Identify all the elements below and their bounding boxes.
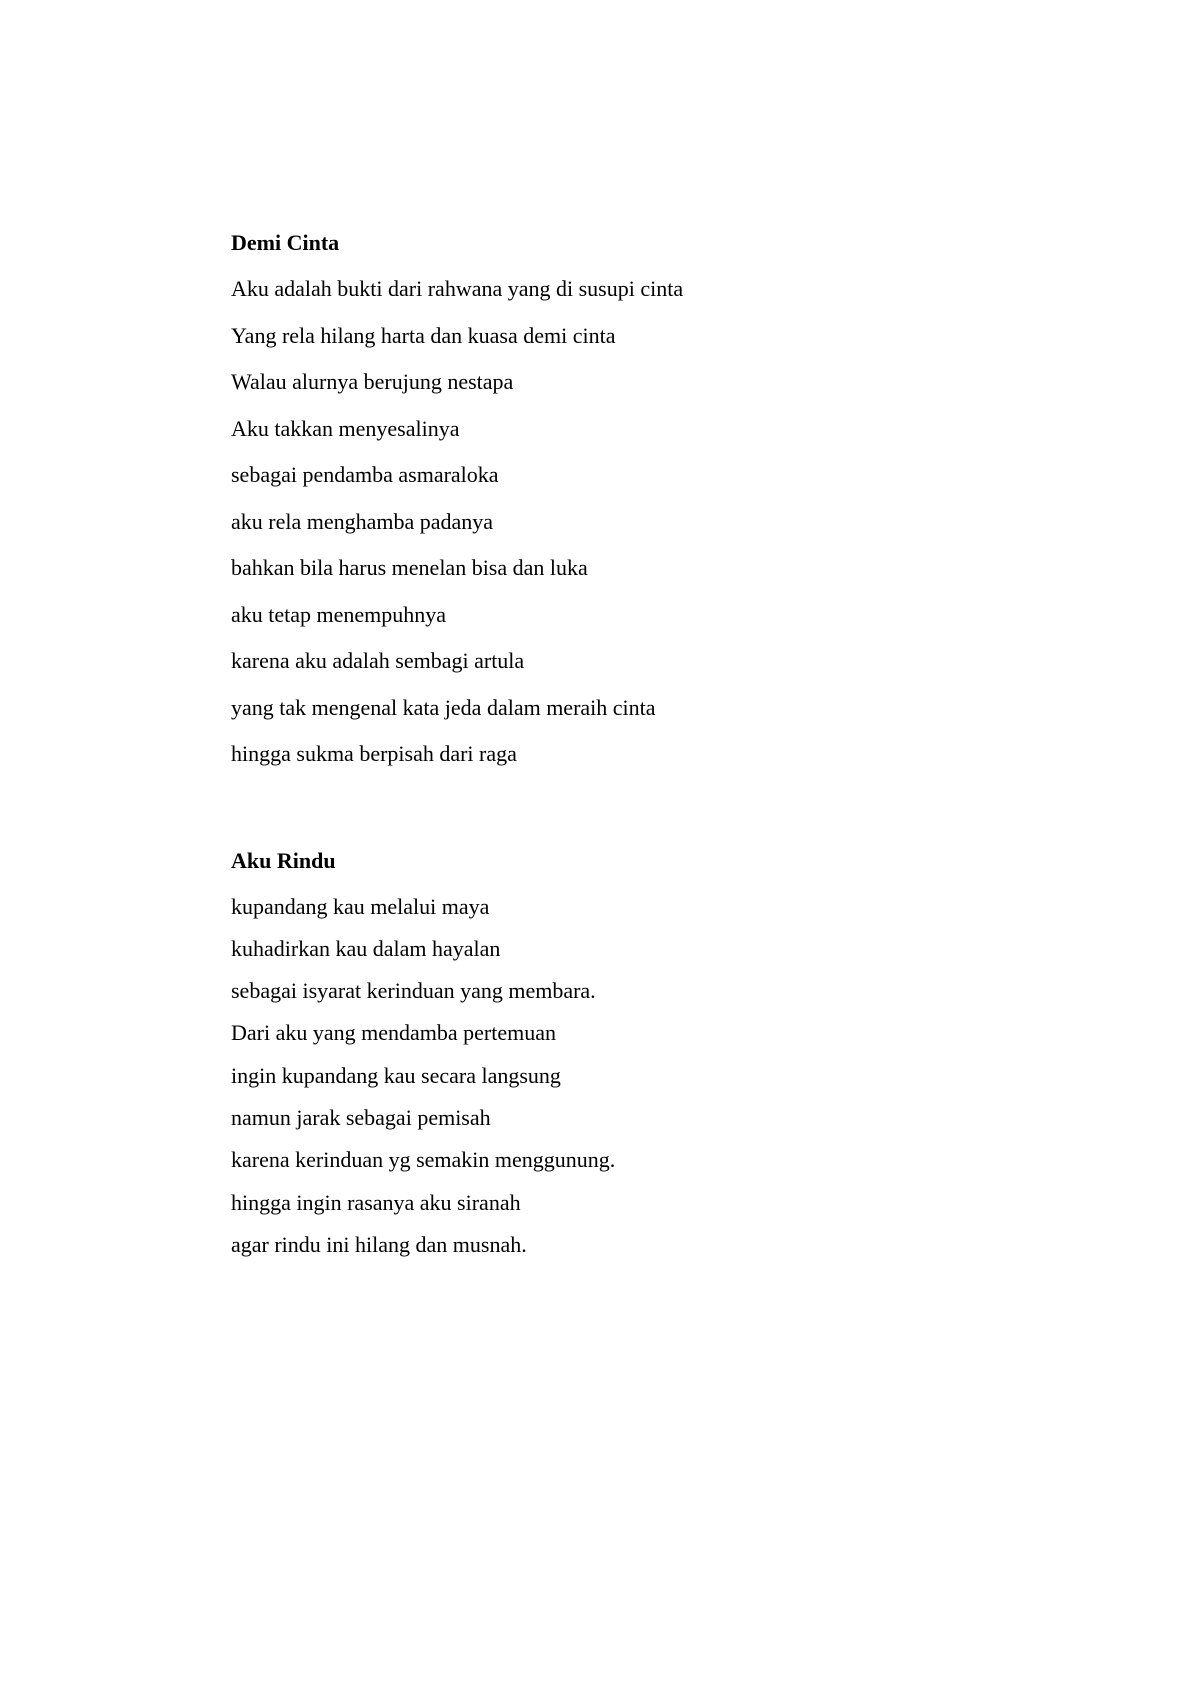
poem-line: aku rela menghamba padanya — [231, 508, 494, 534]
poem-aku-rindu — [231, 846, 1131, 1273]
poem-separator — [231, 786, 1131, 846]
poem-line: aku tetap menempuhnya — [231, 601, 447, 627]
poem-line: karena aku adalah sembagi artula — [231, 648, 525, 673]
poem-line: hingga sukma berpisah dari raga — [231, 741, 517, 766]
poem-line: karena kerinduan yg semakin menggunung. — [231, 1147, 616, 1173]
poem-line: agar rindu ini hilang dan musnah. — [231, 1231, 527, 1257]
poem-line: Walau alurnya berujung nestapa — [231, 369, 514, 394]
poem-demi-cinta — [231, 228, 1131, 786]
poem-title: Aku Rindu — [231, 847, 336, 873]
poem-line: Dari aku yang mendamba pertemuan — [231, 1020, 556, 1046]
poem-line: Aku takkan menyesalinya — [231, 415, 460, 441]
poem-line: sebagai isyarat kerinduan yang membara. — [231, 978, 596, 1004]
poem-line: Aku adalah bukti dari rahwana yang di susupi cinta — [231, 276, 684, 301]
poem-line: sebagai pendamba asmaraloka — [231, 462, 499, 487]
poem-line: ingin kupandang kau secara langsung — [231, 1062, 561, 1088]
poem-line: namun jarak sebagai pemisah — [231, 1104, 491, 1130]
poem-line: yang tak mengenal kata jeda dalam meraih cinta — [231, 694, 656, 720]
poem-line: Yang rela hilang harta dan kuasa demi cinta — [231, 322, 616, 348]
poem-line: kupandang kau melalui maya — [231, 893, 490, 919]
poem-title: Demi Cinta — [231, 230, 340, 255]
poem-line: kuhadirkan kau dalam hayalan — [231, 935, 501, 961]
poem-line: bahkan bila harus menelan bisa dan luka — [231, 555, 588, 580]
poem-collection — [231, 228, 1131, 1272]
poem-line: hingga ingin rasanya aku siranah — [231, 1189, 521, 1215]
